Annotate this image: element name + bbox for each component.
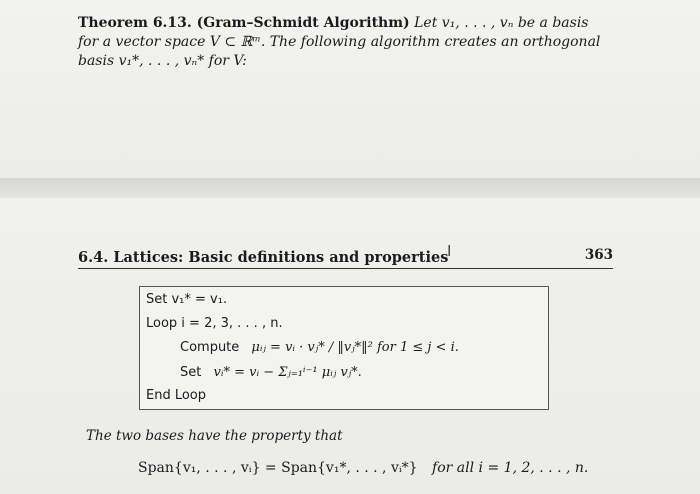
theorem-statement-start: Let v₁, . . . , vₙ be a basis [414,15,589,31]
algorithm-box [139,286,549,410]
compute-label: Compute [180,340,240,355]
compute-formula: μᵢⱼ = vᵢ · vⱼ* / ‖vⱼ*‖² for 1 ≤ j < i. [251,340,459,355]
theorem-line-1 [78,14,638,33]
algorithm-line-compute [180,340,459,355]
theorem-line-2: for a vector space V ⊂ ℝᵐ. The following algorithm creates an orthogonal [78,34,601,50]
page-number: 363 [584,247,613,263]
theorem-block [78,14,638,71]
text-cursor-icon: I [447,242,452,260]
span-equation [138,460,588,476]
algorithm-line-loop: Loop i = 2, 3, . . . , n. [146,316,283,331]
theorem-label: Theorem 6.13. (Gram–Schmidt Algorithm) [78,15,410,31]
algorithm-line-set: Set v₁* = v₁. [146,292,228,307]
section-title: 6.4. Lattices: Basic definitions and properties [78,249,449,266]
update-label: Set [180,365,202,380]
theorem-line-3: basis v₁*, . . . , vₙ* for V: [78,53,247,69]
bases-sentence: The two bases have the property that [86,428,343,444]
update-formula: vᵢ* = vᵢ − Σⱼ₌₁ⁱ⁻¹ μᵢⱼ vⱼ*. [213,365,362,380]
span-condition: for all i = 1, 2, . . . , n. [432,460,589,476]
span-formula: Span{v₁, . . . , vᵢ} = Span{v₁*, . . . , vᵢ*} [138,460,418,476]
algorithm-line-update [180,365,362,380]
page-gap [0,178,700,198]
running-header [78,246,613,269]
algorithm-line-end: End Loop [146,388,207,403]
